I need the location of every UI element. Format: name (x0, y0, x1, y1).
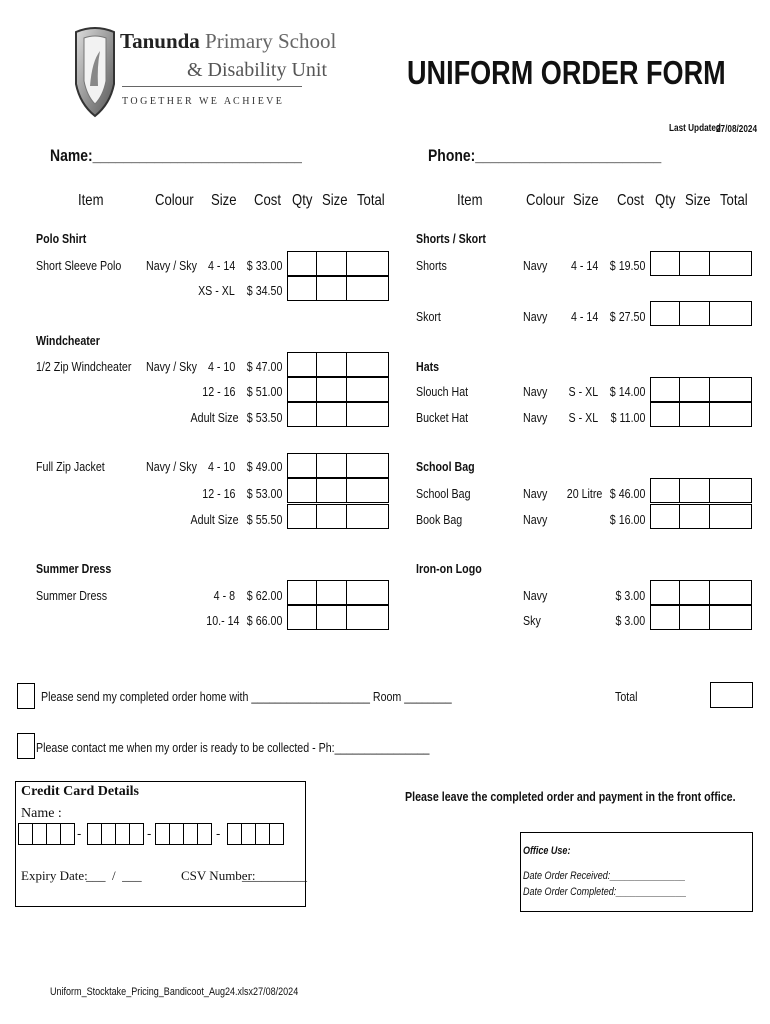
card-number-group-2[interactable] (87, 823, 143, 845)
item-name: Short Sleeve Polo (36, 258, 122, 273)
section-heading: Summer Dress (36, 561, 112, 576)
item-size: Adult Size (190, 512, 239, 527)
order-cells[interactable] (650, 251, 751, 276)
item-colour: Navy / Sky (146, 258, 197, 273)
item-size: Adult Size (190, 410, 239, 425)
order-cells[interactable] (287, 352, 388, 377)
item-size: 12 - 16 (201, 384, 235, 399)
order-cells[interactable] (287, 478, 388, 503)
item-size: XS - XL (198, 283, 235, 298)
last-updated-value: 27/08/2024 (716, 124, 758, 135)
item-cost: $ 33.00 (246, 258, 282, 273)
item-cost: $ 66.00 (246, 613, 282, 628)
section-heading: Iron-on Logo (416, 561, 482, 576)
footer-filename: Uniform_Stocktake_Pricing_Bandicoot_Aug24.xlsx27/08/2024 (50, 986, 299, 998)
item-colour: Navy (523, 309, 548, 324)
item-name: Summer Dress (36, 588, 108, 603)
expiry-field[interactable]: ___ / ___ (86, 868, 142, 883)
item-colour: Navy (523, 258, 548, 273)
header-item-right: Item (457, 192, 483, 209)
office-use-title: Office Use: (523, 845, 571, 857)
section-heading: Polo Shirt (36, 231, 87, 246)
header-qty: Qty (292, 192, 313, 209)
header-total-right: Total (720, 192, 748, 209)
order-cells[interactable] (650, 580, 751, 605)
header-total: Total (357, 192, 385, 209)
order-cells[interactable] (650, 478, 751, 503)
item-size: 4 - 14 (207, 258, 235, 273)
section-heading: School Bag (416, 459, 475, 474)
item-colour: Navy / Sky (146, 359, 197, 374)
credit-card-name[interactable]: Name : (21, 806, 62, 821)
csv-field[interactable]: __________ (242, 868, 307, 883)
item-cost: $ 3.00 (615, 613, 645, 628)
item-cost: $ 46.00 (609, 486, 645, 501)
header-qty-right: Qty (655, 192, 676, 209)
item-colour: Sky (523, 613, 541, 628)
section-heading: Hats (416, 359, 440, 374)
item-size: 10.- 14 (205, 613, 239, 628)
last-updated-label: Last Updated (669, 123, 721, 134)
order-cells[interactable] (287, 251, 388, 276)
item-size: 4 - 14 (570, 258, 598, 273)
item-size: 12 - 16 (201, 486, 235, 501)
item-colour: Navy (523, 588, 548, 603)
item-name: Bucket Hat (416, 410, 469, 425)
item-cost: $ 16.00 (609, 512, 645, 527)
expiry-label: Expiry Date: (21, 868, 88, 883)
item-cost: $ 62.00 (246, 588, 282, 603)
order-cells[interactable] (650, 402, 751, 427)
item-name: Shorts (416, 258, 447, 273)
item-cost: $ 11.00 (610, 410, 645, 425)
item-name: Skort (416, 309, 441, 324)
date-received-field[interactable]: Date Order Received:_______________ (523, 870, 686, 882)
header-colour: Colour (155, 192, 194, 209)
item-cost: $ 53.50 (246, 410, 282, 425)
page-title: UNIFORM ORDER FORM (407, 54, 726, 91)
order-cells[interactable] (650, 504, 751, 529)
item-colour: Navy (523, 486, 548, 501)
order-cells[interactable] (287, 402, 388, 427)
header-item: Item (78, 192, 104, 209)
header-size2: Size (322, 192, 348, 209)
order-cells[interactable] (287, 504, 388, 529)
order-cells[interactable] (287, 377, 388, 402)
item-name: 1/2 Zip Windcheater (36, 359, 132, 374)
item-name: Slouch Hat (416, 384, 469, 399)
item-size: 4 - 14 (570, 309, 598, 324)
header-size: Size (211, 192, 237, 209)
section-heading: Shorts / Skort (416, 231, 486, 246)
item-name: Book Bag (416, 512, 463, 527)
item-cost: $ 14.00 (609, 384, 645, 399)
item-cost: $ 51.00 (246, 384, 282, 399)
total-label: Total (615, 689, 638, 704)
item-colour: Navy (523, 384, 548, 399)
item-name: School Bag (416, 486, 471, 501)
contact-checkbox[interactable] (17, 733, 35, 759)
credit-card-title: Credit Card Details (21, 784, 139, 799)
shield-icon (70, 26, 120, 118)
name-field[interactable]: Name:___________________________ (50, 146, 302, 165)
order-cells[interactable] (287, 276, 388, 301)
item-size: S - XL (568, 384, 598, 399)
item-size: 4 - 10 (207, 459, 235, 474)
item-size: 20 Litre (566, 486, 602, 501)
item-cost: $ 47.00 (246, 359, 282, 374)
item-size: 4 - 8 (213, 588, 235, 603)
card-number-group-3[interactable] (155, 823, 211, 845)
phone-field[interactable]: Phone:________________________ (428, 146, 662, 165)
item-cost: $ 27.50 (609, 309, 645, 324)
section-heading: Windcheater (36, 333, 100, 348)
send-home-checkbox[interactable] (17, 683, 35, 709)
item-size: 4 - 10 (207, 359, 235, 374)
school-motto: T O G E T H E R W E A C H I E V E (122, 96, 282, 107)
payment-note: Please leave the completed order and payment in the front office. (405, 789, 736, 804)
order-cells[interactable] (650, 377, 751, 402)
item-cost: $ 49.00 (246, 459, 282, 474)
send-home-text: Please send my completed order home with ____________________ Room ________ (41, 689, 452, 704)
item-cost: $ 34.50 (246, 283, 282, 298)
order-cells[interactable] (650, 301, 751, 326)
header-cost-right: Cost (617, 192, 644, 209)
item-colour: Navy (523, 410, 548, 425)
header-cost: Cost (254, 192, 281, 209)
total-box[interactable] (710, 682, 753, 708)
card-number-group-4[interactable] (227, 823, 283, 845)
contact-text: Please contact me when my order is ready to be collected - Ph:________________ (36, 740, 430, 755)
item-cost: $ 3.00 (615, 588, 645, 603)
item-colour: Navy (523, 512, 548, 527)
item-cost: $ 53.00 (246, 486, 282, 501)
item-cost: $ 55.50 (246, 512, 282, 527)
school-name-bold: Tanunda (120, 29, 200, 53)
card-number-group-1[interactable] (18, 823, 74, 845)
item-name: Full Zip Jacket (36, 459, 105, 474)
date-completed-field[interactable]: Date Order Completed:______________ (523, 886, 687, 898)
school-name-rest: Primary School (205, 29, 337, 53)
header-colour-right: Colour (526, 192, 565, 209)
order-cells[interactable] (287, 605, 388, 630)
csv-label: CSV Number: (181, 868, 256, 883)
item-colour: Navy / Sky (146, 459, 197, 474)
header-size-right: Size (573, 192, 599, 209)
order-cells[interactable] (287, 580, 388, 605)
item-size: S - XL (568, 410, 598, 425)
school-logo (70, 26, 337, 121)
order-cells[interactable] (287, 453, 388, 478)
school-unit: & Disability Unit (187, 59, 327, 81)
header-size2-right: Size (685, 192, 711, 209)
item-cost: $ 19.50 (609, 258, 645, 273)
order-cells[interactable] (650, 605, 751, 630)
